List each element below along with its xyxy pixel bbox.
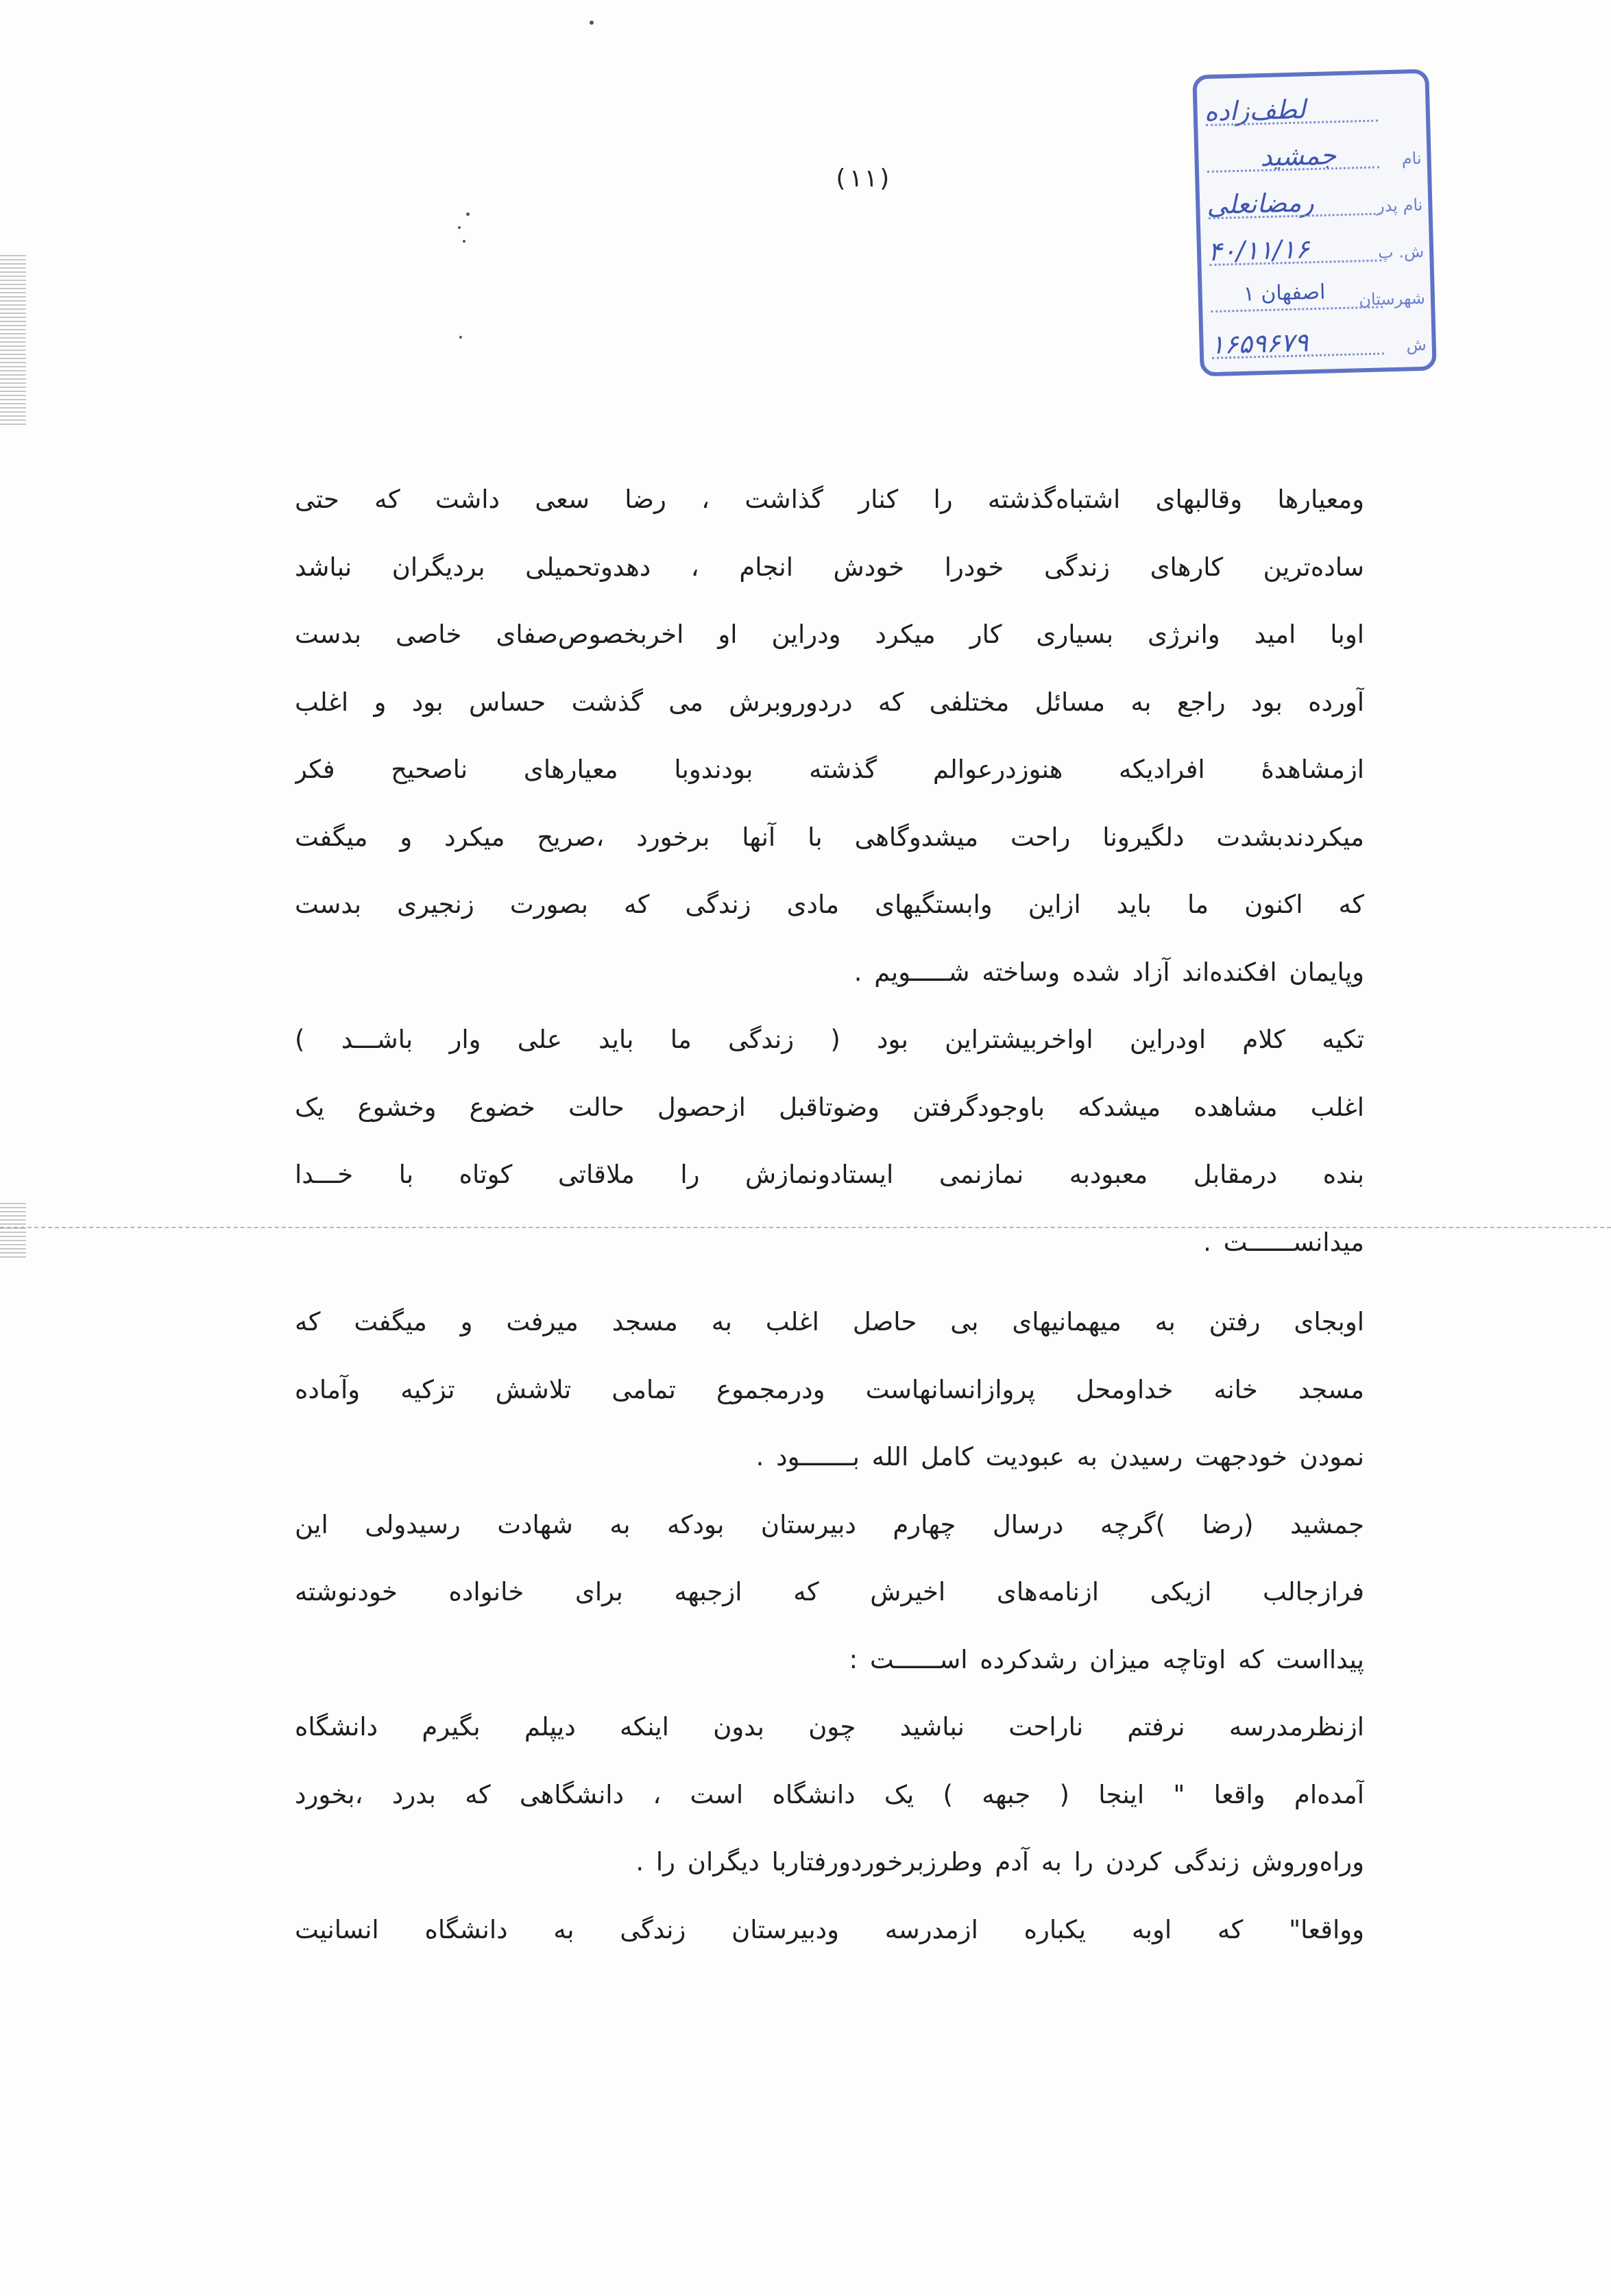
text-line: مسجد خانه خداومحل پروازانسانهاست ودرمجموع تمامی تلاشش تزکیه وآماده [295, 1374, 1364, 1404]
text-line: آمده‌ام واقعا " اینجا ( جبهه ) یک دانشگاه است ، دانشگاهی که بدرد ،بخورد [295, 1779, 1364, 1809]
stamp-row-surname [1197, 87, 1427, 136]
stamp-label: شهرستان [1358, 288, 1426, 310]
paragraph-gap [295, 1276, 1364, 1289]
text-line: وراه‌وروش زندگی کردن را به آدم وطرزبرخوردورفتاربا دیگران را . [635, 1847, 1364, 1877]
stamp-dotted-line [1211, 306, 1383, 313]
stamp-row-birth-date [1200, 227, 1430, 276]
text-line: که اکنون ما باید ازاین وابستگیهای مادی زندگی که بصورت زنجیری بدست [295, 890, 1364, 919]
stamp-row-city [1202, 273, 1431, 322]
stamp-label: نام [1401, 148, 1422, 169]
text-line: ازنظرمدرسه نرفتم ناراحت نباشید چون بدون اینکه دیپلم بگیرم دانشگاه [295, 1712, 1364, 1742]
archive-stamp [1192, 69, 1436, 377]
scan-edge-mark-middle [0, 1203, 26, 1258]
scan-speck [590, 21, 594, 25]
text-line: تکیه کلام اودراین اواخربیشتراین بود ( زندگی ما باید علی وار باشـــد ) [295, 1025, 1364, 1054]
page-number: (۱۱) [833, 164, 893, 193]
stamp-value-surname: لطف‌زاده [1204, 94, 1307, 127]
stamp-label: نام پدر [1376, 195, 1423, 216]
stamp-value-father-name: رمضانعلی [1206, 187, 1315, 221]
stamp-label: ش. پ [1377, 241, 1425, 262]
text-line: جمشید (رضا )گرچه درسال چهارم دبیرستان بودکه به شهادت رسیدولی این [295, 1509, 1364, 1539]
text-line: ازمشاهدهٔ افرادیکه هنوزدرعوالم گذشته بودندوبا معیارهای ناصحیح فکر [295, 755, 1364, 784]
text-line: فرازجالب ازیکی ازنامه‌های اخیرش که ازجبهه برای خانواده خودنوشته [295, 1577, 1364, 1607]
text-line: ساده‌ترین کارهای زندگی خودرا خودش انجام ، دهدوتحمیلی بردیگران نباشد [295, 552, 1364, 582]
stamp-value-birth-date: ۴۰/۱۱/۱۶ [1207, 234, 1310, 267]
text-line: میکردندبشدت دلگیرونا راحت میشدوگاهی با آنها برخورد ،صریح میکرد و میگفت [295, 822, 1364, 852]
text-line: ومعیارها وقالبهای اشتباه‌گذشته را کنار گذاشت ، رضا سعی داشت که حتی [295, 485, 1364, 514]
text-line: نمودن خودجهت رسیدن به عبودیت کامل الله بـــــــود . [755, 1442, 1364, 1471]
text-line: وپایمان افکنده‌اند آزاد شده وساخته شـــــویم . [853, 957, 1364, 987]
stamp-value-id-number: ۱۶۵۹۶۷۹ [1210, 327, 1309, 361]
scan-speck [466, 212, 470, 216]
text-line: آورده بود راجع به مسائل مختلفی که دردوروبرش می گذشت حساس بود و اغلب [295, 687, 1364, 717]
text-line: بنده درمقابل معبودبه نمازنمی ایستادونمازش را ملاقاتی کوتاه با خـــدا [295, 1160, 1364, 1189]
typed-body-text [295, 466, 1364, 1964]
scan-speck [459, 336, 462, 339]
stamp-row-name [1198, 134, 1428, 182]
scan-speck [458, 226, 461, 229]
stamp-row-id-number [1203, 320, 1433, 369]
text-line: میدانســــــت . [1203, 1227, 1364, 1257]
text-line: وواقعا" که اوبه یکباره ازمدرسه ودبیرستان زندگی به دانشگاه انسانیت [295, 1914, 1364, 1944]
stamp-label: ش [1406, 334, 1427, 355]
text-line: اغلب مشاهده میشدکه باوجودگرفتن وضوتاقبل ازحصول حالت خضوع وخشوع یک [295, 1092, 1364, 1122]
text-line: اوبجای رفتن به میهمانیهای بی حاصل اغلب به مسجد میرفت و میگفت که [295, 1307, 1364, 1336]
stamp-value-name: جمشید [1259, 140, 1337, 173]
scan-speck [463, 240, 465, 243]
scan-edge-mark-top [0, 254, 26, 425]
stamp-value-city: اصفهان ۱ [1243, 280, 1326, 306]
text-line: اوبا امید وانرژی بسیاری کار میکرد ودراین او اخربخصوص‌صفای خاصی بدست [295, 620, 1364, 649]
text-line: پیدااست که اوتاچه میزان رشدکرده اســــــت : [849, 1644, 1364, 1674]
stamp-row-father-name [1200, 180, 1429, 229]
